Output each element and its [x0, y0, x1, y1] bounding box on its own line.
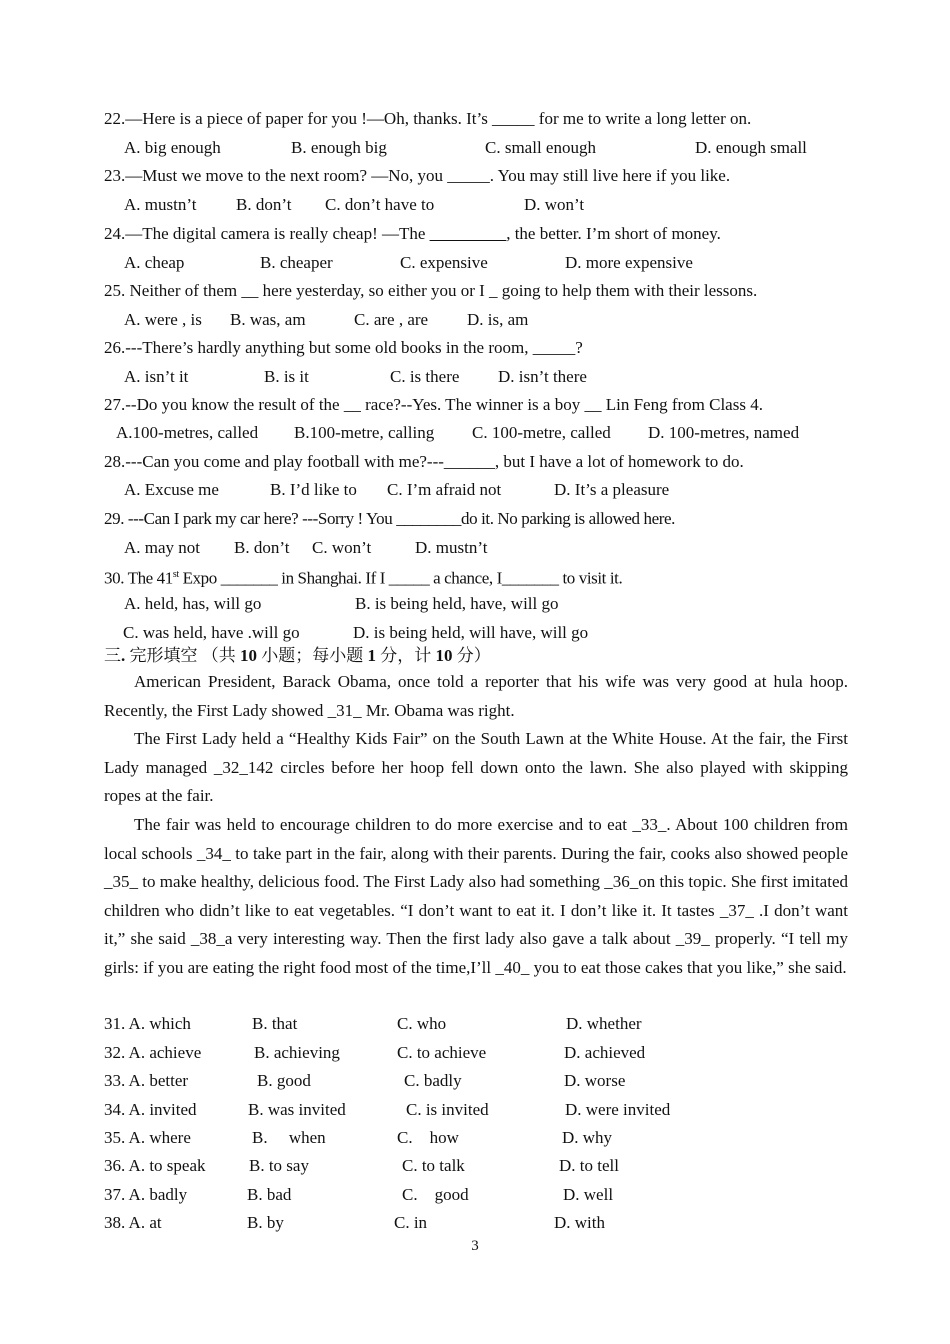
q24-option-d: D. more expensive	[565, 253, 693, 272]
q23-option-c: C. don’t have to	[325, 195, 435, 214]
cloze-32-option-b: B. achieving	[254, 1043, 340, 1062]
q28-option-b: B. I’d like to	[270, 480, 357, 499]
q22-option-a: A. big enough	[124, 138, 221, 157]
q24-options	[0, 252, 950, 274]
section-3-total: 10	[435, 646, 453, 665]
q26-option-c: C. is there	[390, 367, 460, 386]
cloze-34-option-b: B. was invited	[248, 1100, 346, 1119]
section-3-dot: .	[121, 646, 130, 665]
q23-stem: 23.—Must we move to the next room? —No, you _____. You may still live here if you like.	[104, 166, 731, 185]
q29-option-c: C. won’t	[312, 538, 372, 557]
q29-options	[0, 537, 950, 559]
q29-stem: 29. ---Can I park my car here? ---Sorry ! You ________do it. No parking is allowed here.	[104, 509, 675, 528]
q30-stem	[104, 564, 622, 590]
cloze-32-options	[0, 1042, 950, 1064]
q30-option-c: C. was held, have .will go	[123, 623, 300, 642]
q28-options	[0, 479, 950, 501]
section-3-heading	[104, 645, 491, 667]
cloze-33-options	[0, 1070, 950, 1092]
q25-options	[0, 309, 950, 331]
q30-options-row2	[0, 622, 950, 644]
cloze-31-options	[0, 1013, 950, 1035]
q29-option-b: B. don’t	[234, 538, 290, 557]
q27-option-a: A.100-metres, called	[116, 423, 259, 442]
q30-stem-end: Expo _______ in Shanghai. If I _____ a chance, I_______ to visit it.	[178, 568, 623, 588]
section-3-score-each: 1	[367, 646, 376, 665]
q29-option-a: A. may not	[124, 538, 201, 557]
q28-stem: 28.---Can you come and play football with me?---______, but I have a lot of homework to do.	[104, 452, 744, 471]
cloze-33-option-b: B. good	[257, 1071, 311, 1090]
cloze-33-option-c: C. badly	[404, 1071, 462, 1090]
q28-option-a: A. Excuse me	[124, 480, 219, 499]
q30-stem-start: 30. The 41	[104, 568, 173, 588]
cloze-32-option-d: D. achieved	[564, 1043, 646, 1062]
page-number: 3	[471, 1238, 479, 1254]
cloze-38-option-c: C. in	[394, 1213, 428, 1232]
q30-option-b: B. is being held, have, will go	[355, 594, 559, 613]
q30-option-d: D. is being held, will have, will go	[353, 623, 589, 642]
q24-stem-start: 24.—The digital camera is really cheap! —The	[104, 224, 430, 243]
cloze-34-option-a: 34. A. invited	[104, 1100, 197, 1119]
cloze-33-option-d: D. worse	[564, 1071, 626, 1090]
q26-options	[0, 366, 950, 388]
q23-option-d: D. won’t	[524, 195, 585, 214]
passage-paragraph-2: The First Lady held a “Healthy Kids Fair” on the South Lawn at the White House. At the fair, the First Lady managed _32_142 circles before her hoop fell down onto the lawn. She also played with skipping ropes at the fair.	[104, 729, 848, 806]
cloze-37-option-b: B. bad	[247, 1185, 292, 1204]
q23-option-b: B. don’t	[236, 195, 292, 214]
q23-option-a: A. mustn’t	[124, 195, 197, 214]
q28-option-d: D. It’s a pleasure	[554, 480, 670, 499]
q25-option-b: B. was, am	[230, 310, 306, 329]
q22-option-b: B. enough big	[291, 138, 387, 157]
q24-option-c: C. expensive	[400, 253, 488, 272]
cloze-37-option-c: C. good	[402, 1185, 469, 1204]
cloze-36-option-a: 36. A. to speak	[104, 1156, 206, 1175]
cloze-31-option-a: 31. A. which	[104, 1014, 191, 1033]
cloze-35-option-d: D. why	[562, 1128, 613, 1147]
cloze-35-options	[0, 1127, 950, 1149]
section-3-text-2: 分，计	[376, 646, 436, 665]
section-3-text-3: 分）	[452, 646, 491, 665]
cloze-35-option-c: C. how	[397, 1128, 459, 1147]
section-3-text-1: 小题；每小题	[257, 646, 368, 665]
q24-stem-end: , the better. I’m short of money.	[506, 224, 721, 243]
q27-option-b: B.100-metre, calling	[294, 423, 435, 442]
passage-paragraph-1: American President, Barack Obama, once told a reporter that his wife was very good at hula hoop. Recently, the First Lady showed _31_ Mr. Obama was right.	[104, 672, 848, 720]
q28-option-c: C. I’m afraid not	[387, 480, 502, 499]
section-3-number: 三	[104, 646, 121, 665]
cloze-32-option-a: 32. A. achieve	[104, 1043, 202, 1062]
cloze-34-option-d: D. were invited	[565, 1100, 671, 1119]
q24-option-b: B. cheaper	[260, 253, 333, 272]
cloze-37-options	[0, 1184, 950, 1206]
q22-option-c: C. small enough	[485, 138, 596, 157]
cloze-38-option-d: D. with	[554, 1213, 605, 1232]
q26-stem: 26.---There’s hardly anything but some old books in the room, _____?	[104, 338, 583, 357]
q27-options	[0, 422, 950, 444]
cloze-38-option-b: B. by	[247, 1213, 284, 1232]
q27-option-c: C. 100-metre, called	[472, 423, 611, 442]
q25-option-c: C. are , are	[354, 310, 429, 329]
cloze-32-option-c: C. to achieve	[397, 1043, 487, 1062]
cloze-31-option-b: B. that	[252, 1014, 298, 1033]
passage-paragraph-3: The fair was held to encourage children to do more exercise and to eat _33_. About 100 children from local schools _34_ to take part in the fair, along with their parents. During the fair, cooks also showed people _35_ to make healthy, delicious food. The First Lady also had something _36_on this topic. She first imitated children who didn’t like to eat vegetables. “I don’t want to eat it. I don’t like it. It tastes _37_ .I don’t want it,” she said _38_a very interesting way. Then the first lady also gave a talk about _39_ properly. “I tell my girls: if you are eating the right food most of the time,I’ll _40_ you to eat those cakes that you like,” she said.	[104, 815, 848, 977]
cloze-38-options	[0, 1212, 950, 1234]
q25-stem: 25. Neither of them __ here yesterday, so either you or I _ going to help them with their lessons.	[104, 281, 758, 300]
section-3-title: 完形填空 （共	[129, 646, 240, 665]
q27-option-d: D. 100-metres, named	[648, 423, 800, 442]
cloze-33-option-a: 33. A. better	[104, 1071, 189, 1090]
section-3-count: 10	[240, 646, 257, 665]
q22-option-d: D. enough small	[695, 138, 807, 157]
q24-option-a: A. cheap	[124, 253, 185, 272]
q26-option-d: D. isn’t there	[498, 367, 587, 386]
q24-blank: _________	[429, 224, 507, 243]
q27-stem: 27.--Do you know the result of the __ race?--Yes. The winner is a boy __ Lin Feng from Class 4.	[104, 395, 763, 414]
cloze-37-option-a: 37. A. badly	[104, 1185, 188, 1204]
cloze-35-option-b: B. when	[252, 1128, 326, 1147]
q22-stem: 22.—Here is a piece of paper for you !—Oh, thanks. It’s _____ for me to write a long letter on.	[104, 109, 752, 128]
q26-option-a: A. isn’t it	[124, 367, 189, 386]
cloze-31-option-c: C. who	[397, 1014, 447, 1033]
cloze-36-option-d: D. to tell	[559, 1156, 619, 1175]
cloze-34-option-c: C. is invited	[406, 1100, 489, 1119]
cloze-34-options	[0, 1099, 950, 1121]
q30-option-a: A. held, has, will go	[124, 594, 262, 613]
cloze-31-option-d: D. whether	[566, 1014, 642, 1033]
q25-option-d: D. is, am	[467, 310, 529, 329]
q30-ordinal-suffix: st	[172, 569, 179, 580]
q23-options	[0, 194, 950, 216]
q30-options-row1	[0, 593, 950, 615]
cloze-38-option-a: 38. A. at	[104, 1213, 162, 1232]
q25-option-a: A. were , is	[124, 310, 202, 329]
cloze-37-option-d: D. well	[563, 1185, 614, 1204]
q26-option-b: B. is it	[264, 367, 309, 386]
cloze-36-option-c: C. to talk	[402, 1156, 465, 1175]
q24-stem	[104, 223, 721, 245]
cloze-36-option-b: B. to say	[249, 1156, 309, 1175]
q22-options	[0, 137, 950, 159]
q29-option-d: D. mustn’t	[415, 538, 488, 557]
cloze-36-options	[0, 1155, 950, 1177]
cloze-35-option-a: 35. A. where	[104, 1128, 191, 1147]
